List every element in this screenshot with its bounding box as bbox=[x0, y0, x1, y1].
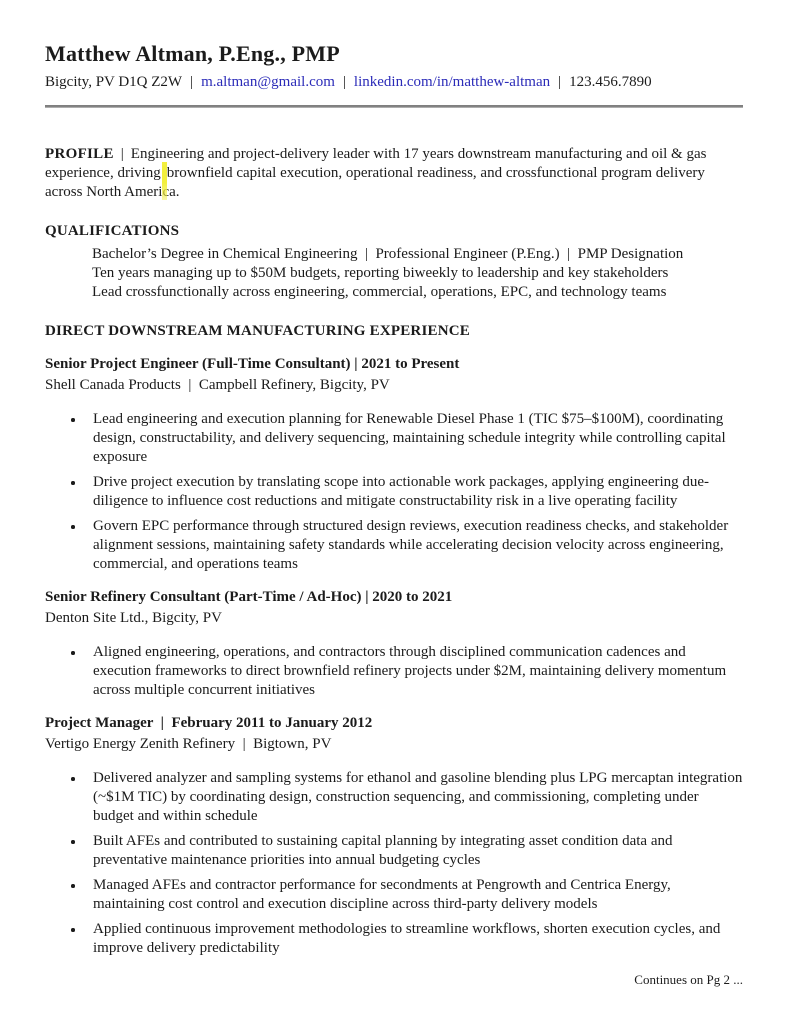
contact-location: Bigcity, PV D1Q Z2W bbox=[45, 74, 183, 90]
profile-label: PROFILE bbox=[45, 146, 114, 162]
bullet-dot bbox=[71, 651, 75, 655]
job-bullets bbox=[45, 769, 743, 958]
bullet-dot bbox=[71, 525, 75, 529]
job-entry bbox=[45, 587, 743, 700]
qualification-item: Lead crossfunctionally across engineering, commercial, operations, EPC, and technology teams bbox=[92, 284, 667, 300]
contact-phone: 123.456.7890 bbox=[569, 74, 652, 90]
resume-header bbox=[45, 42, 743, 108]
bullet-dot bbox=[71, 928, 75, 932]
profile-text-before-mark: Engineering and project-delivery leader with 17 years downstream manufacturing and oil & gas experience, driving bbox=[45, 146, 707, 181]
contact-separator: | bbox=[342, 74, 346, 90]
bullet-text: Govern EPC performance through structured design reviews, execution readiness checks, and stakeholder alignment sessions, maintaining safety standards while accelerating decision velocity across engineering, commercial, and operations teams bbox=[93, 518, 729, 572]
qualifications-list bbox=[45, 245, 743, 302]
qualification-item: Bachelor’s Degree in Chemical Engineering | Professional Engineer (P.Eng.) | PMP Designation bbox=[92, 246, 684, 262]
bullet-text: Lead engineering and execution planning for Renewable Diesel Phase 1 (TIC $75–$100M), coordinating design, constructability, and delivery sequencing, maintaining schedule integrity while controlling capital exposure bbox=[93, 411, 726, 465]
bullet-dot bbox=[71, 840, 75, 844]
bullet-item bbox=[45, 643, 743, 700]
bullet-dot bbox=[71, 418, 75, 422]
bullet-dot bbox=[71, 777, 75, 781]
bullet-item bbox=[45, 832, 743, 870]
resume-name: Matthew Altman, P.Eng., PMP bbox=[45, 41, 340, 66]
qualification-item: Ten years managing up to $50M budgets, reporting biweekly to leadership and key stakeholders bbox=[92, 265, 669, 281]
bullet-text: Delivered analyzer and sampling systems for ethanol and gasoline blending plus LPG mercaptan integration (~$1M TIC) by coordinating design, construction sequencing, and commissioning, completing under budget and within schedule bbox=[93, 770, 743, 824]
bullet-text: Drive project execution by translating scope into actionable work packages, applying engineering due-diligence to influence cost reductions and mitigate constructability risk in a live operating facility bbox=[93, 474, 710, 509]
linkedin-link[interactable]: linkedin.com/in/matthew-altman bbox=[353, 74, 551, 90]
email-link[interactable]: m.altman@gmail.com bbox=[201, 74, 335, 90]
job-entry bbox=[45, 713, 743, 958]
bullet-text: Aligned engineering, operations, and contractors through disciplined communication cadences and execution frameworks to direct brownfield refinery projects under $2M, maintaining delivery momentum across multiple concurrent initiatives bbox=[93, 644, 727, 698]
bullet-item bbox=[45, 410, 743, 467]
profile-separator: | bbox=[120, 146, 124, 162]
bullet-item bbox=[45, 920, 743, 958]
bullet-item bbox=[45, 517, 743, 574]
contact-separator: | bbox=[558, 74, 562, 90]
job-bullets bbox=[45, 643, 743, 700]
bullet-dot bbox=[71, 481, 75, 485]
experience-heading: DIRECT DOWNSTREAM MANUFACTURING EXPERIENCE bbox=[45, 323, 470, 339]
bullet-text: Managed AFEs and contractor performance for secondments at Pengrowth and Centrica Energy, maintaining cost control and execution discipline across third-party delivery models bbox=[93, 877, 671, 912]
profile-text-after-mark: brownfield capital execution, operational readiness, and crossfunctional program delivery across North America. bbox=[45, 165, 705, 200]
header-divider bbox=[45, 105, 743, 108]
page-continuation-note: Continues on Pg 2 ... bbox=[634, 972, 743, 987]
job-title: Senior Refinery Consultant (Part-Time / Ad-Hoc) | 2020 to 2021 bbox=[45, 589, 453, 605]
job-company: Shell Canada Products | Campbell Refinery, Bigcity, PV bbox=[45, 377, 390, 393]
contact-separator: | bbox=[190, 74, 194, 90]
qualifications-heading: QUALIFICATIONS bbox=[45, 223, 180, 239]
job-title: Senior Project Engineer (Full-Time Consultant) | 2021 to Present bbox=[45, 356, 460, 372]
job-entry bbox=[45, 354, 743, 574]
bullet-text: Built AFEs and contributed to sustaining capital planning by integrating asset condition data and preventative maintenance priorities into annual budgeting cycles bbox=[93, 833, 673, 868]
bullet-dot bbox=[71, 884, 75, 888]
job-company: Denton Site Ltd., Bigcity, PV bbox=[45, 610, 222, 626]
bullet-text: Applied continuous improvement methodologies to streamline workflows, shorten execution cycles, and improve delivery predictability bbox=[93, 921, 721, 956]
job-company: Vertigo Energy Zenith Refinery | Bigtown, PV bbox=[45, 736, 332, 752]
job-bullets bbox=[45, 410, 743, 574]
profile-summary bbox=[45, 145, 743, 202]
job-title: Project Manager | February 2011 to January 2012 bbox=[45, 715, 373, 731]
bullet-item bbox=[45, 473, 743, 511]
contact-line bbox=[45, 73, 743, 92]
bullet-item bbox=[45, 769, 743, 826]
bullet-item bbox=[45, 876, 743, 914]
